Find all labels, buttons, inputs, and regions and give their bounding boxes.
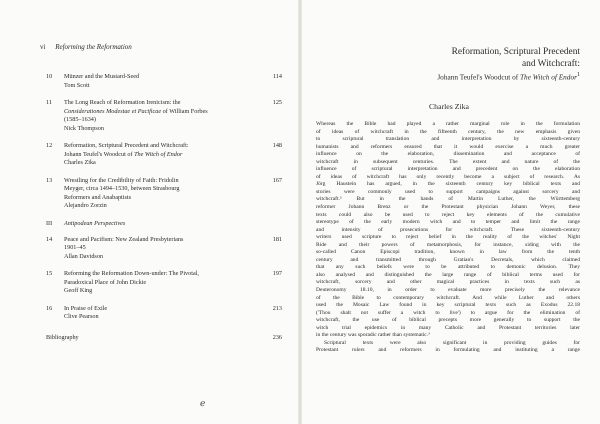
text-line: witch trial epidemics in many Catholic and Protestant territories later [316,324,580,331]
paragraph [316,121,580,340]
text-line: Ride and their powers of metamorphosis, for instance, siding with the [316,241,580,248]
chapter-title-line: Paradoxical Place of John Dickie [64,278,147,286]
text-line: that any such beliefs were to be attributed to demonic delusion. They [316,264,580,271]
text-line: ('Thou shalt not suffer a witch to live') to argue for the elimination of [316,309,580,316]
chapter-title-line-1: Reformation, Scriptural Precedent [451,47,580,57]
text-line: influence of scriptural interpretation and precedent on the elaboration [316,166,580,173]
chapter-number: 10 [46,73,53,80]
text-line: humanists and reformers ensured that it would exercise a much greater [316,143,580,150]
subtitle-italic: The Witch of Endor [519,72,577,82]
text-line: Jörg Haustein has argued, in the sixteenth century key biblical texts and [316,181,580,188]
text-line: witchcraft.² But in the hands of Martin Luther, the Württemberg [316,196,580,203]
running-head [40,43,132,51]
chapter-title-line: Johann Teufel's Woodcut of The Witch of Endor [64,150,183,158]
text-line: reformer Johann Brenz or the Protestant physician Johann Weyer, these [316,204,580,211]
table-of-contents [46,73,282,341]
text-line: so-called Canon Episcopi tradition, known in law from the tenth [316,249,580,256]
running-title: Reforming the Reformation [55,43,132,51]
chapter-author: Clive Pearson [64,313,99,320]
paragraph [316,340,580,355]
toc-entry [46,73,282,90]
chapter-author: Charles Zika [428,102,470,111]
text-line: witchcraft, sorcery and other magical practices in texts such as [316,279,580,286]
left-page [0,0,298,424]
toc-entry [46,236,282,262]
chapter-number: 11 [46,99,52,106]
bibliography-label: Bibliography [46,333,79,341]
chapter-title-line: Reformers and Anabaptists [64,193,132,201]
text-line: Whereas the Bible had played a rather marginal role in the formulation [316,121,580,127]
chapter-title-line: Wrestling for the Credibility of Faith: Fridolin [64,176,179,184]
text-line: writers used scripture to reject belief in the reality of the witches' Night [316,234,580,241]
chapter-number: 12 [46,142,53,149]
chapter-title-line: Reformation, Scriptural Precedent and Witchcraft: [64,142,189,149]
toc-entry [46,99,282,133]
page-number: 125 [272,99,282,106]
chapter-number: 15 [46,270,53,277]
chapter-title-line: Meyger, circa 1494–1530, between Strasbourg [64,185,180,192]
chapter-title-line: The Long Reach of Reformation Irenicism: the [64,99,181,106]
subtitle-text: Johann Teufel's Woodcut of [437,72,520,82]
text-line: of ideas of witchcraft has only recently become a subject of research. As [316,173,580,180]
part-title: Antipodean Perspectives [64,219,126,227]
chapter-title-line: 1901–45 [64,244,86,251]
toc-entry [46,270,282,296]
chapter-author: Charles Zika [64,159,96,166]
toc-entry [46,177,282,211]
chapter-number: 13 [46,176,53,184]
chapter-title-line: Reforming the Reformation Down-under: The Pivotal, [64,270,199,277]
chapter-author: Nick Thompson [64,124,104,132]
text-line: Scriptural texts were also significant in providing guides for [324,339,580,346]
page-number: 213 [272,304,282,312]
chapter-author: Alejandro Zorzin [64,202,107,209]
chapter-title-line-2: and Witchcraft: [521,59,580,69]
text-line: of ideas of witchcraft in the fifteenth century, the new emphasis given [316,128,580,135]
chapter-author: Geoff King [64,287,93,294]
chapter-author: Tom Scott [64,81,90,89]
chapter-title-line: In Praise of Exile [64,304,108,312]
text-line: influence on the elaboration, dissemination and acceptance of [316,151,580,158]
chapter-title-line: Münzer and the Mustard-Seed [64,73,140,80]
chapter-title [318,46,580,70]
text-line: century and transmitted through Gratian's Decretals, which claimed [316,256,580,263]
page-mark: ℯ [200,398,206,408]
chapter-title-line: (1585–1634) [64,116,96,123]
text-line: of the Bible to contemporary witchcraft. And while Luther and others [316,294,580,301]
folio: vi [40,43,46,51]
toc-entry [46,142,282,168]
footnote-mark: 1 [576,72,580,78]
text-line: texts could also be used to reject key elements of the cumulative [316,211,580,218]
text-line: Deuteronomy 18.10, in order to evaluate more precisely the relevance [316,287,580,294]
chapter-number: 14 [46,235,53,243]
page-number: 148 [272,142,282,149]
text-line: witchcraft, the use of biblical precepts more generally to support the [316,317,580,324]
chapter-author: Allan Davidson [64,252,104,260]
text-line: in the century was sporadic rather than systematic.³ [316,332,430,339]
text-line: also analysed and distinguished the large range of biblical terms used for [316,271,580,278]
bibliography-entry [46,334,282,341]
page-number: 197 [272,270,282,277]
part-heading [46,220,282,227]
chapter-title-line: Peace and Pacifism: New Zealand Presbyterians [64,235,184,243]
body-text [316,121,580,355]
text-line: witchcraft in subsequent centuries. The extent and nature of the [316,158,580,165]
text-line: Protestant rulers and reformers in formulating and instituting a range [316,347,580,354]
page-number: 181 [272,235,282,243]
chapter-number: 16 [46,304,53,312]
part-number: III [46,219,53,227]
chapter-subtitle [318,72,580,81]
chapter-title-line: Considerationes Modestae et Pacificae of William Forbes [64,107,208,115]
text-line: stereotype of the early modern witch and to temper and limit the range [316,219,580,226]
text-line: used the Mosaic Law found in key scriptural texts such as Exodus 22.18 [316,302,580,309]
bibliography-page: 236 [272,333,282,341]
page-number: 114 [272,73,282,80]
page-number: 167 [272,176,282,184]
text-line: stories were commonly used to support campaigns against sorcery and [316,188,580,195]
toc-entry [46,305,282,322]
text-line: and intensity of prosecutions for witchcraft. These sixteenth-century [316,226,580,233]
text-line: to scriptural translation and interpretation by sixteenth-century [316,136,580,143]
